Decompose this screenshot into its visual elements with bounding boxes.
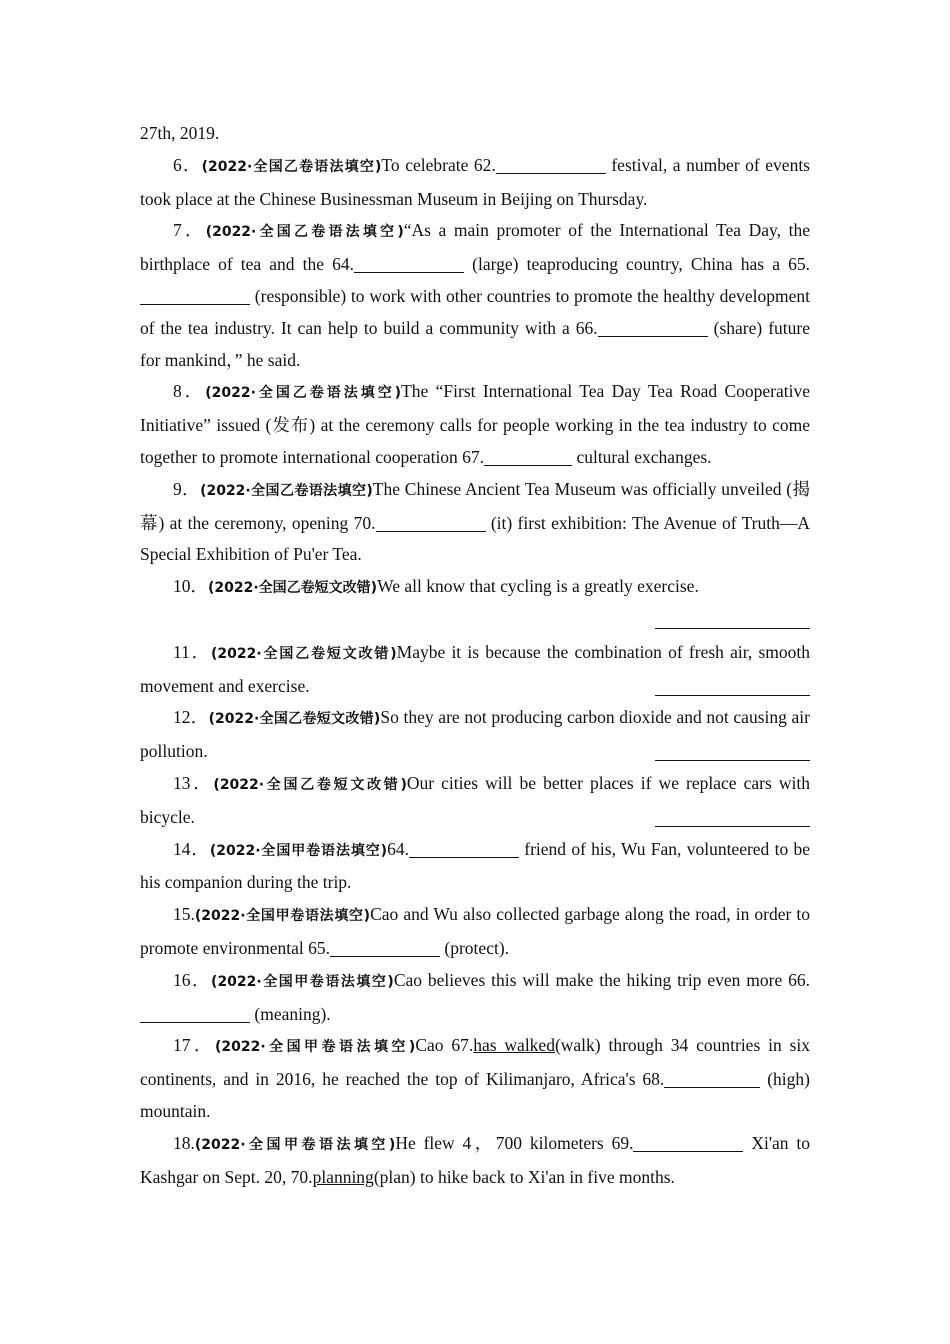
filled-answer: planning	[312, 1166, 374, 1187]
question-source: (2022·全国乙卷短文改错)	[208, 711, 381, 728]
question-source: (2022·全国乙卷短文改错)	[211, 645, 397, 662]
question-6: 6．(2022·全国乙卷语法填空)To celebrate 62. festival, a number of events took place at the Chinese Businessman Museum in Beijing on Thursday.	[140, 154, 810, 209]
answer-blank[interactable]	[496, 155, 606, 174]
question-source: (2022·全国乙卷语法填空)	[200, 482, 373, 499]
question-source: (2022·全国甲卷语法填空)	[211, 973, 394, 990]
question-12: 12．(2022·全国乙卷短文改错)So they are not producing carbon dioxide and not causing air pollution.	[140, 707, 810, 762]
question-source: (2022·全国乙卷语法填空)	[205, 224, 404, 241]
answer-blank[interactable]	[484, 447, 572, 466]
correction-blank[interactable]	[655, 610, 810, 629]
answer-blank[interactable]	[664, 1069, 760, 1088]
correction-blank[interactable]	[655, 802, 810, 827]
question-18: 18.(2022·全国甲卷语法填空)He flew 4，700 kilometers 69. Xi'an to Kashgar on Sept. 20, 70.planning(plan) to hike back to Xi'an in five months.	[140, 1132, 810, 1187]
question-source: (2022·全国甲卷语法填空)	[214, 1039, 416, 1056]
question-source: (2022·全国乙卷语法填空)	[201, 158, 382, 175]
question-source: (2022·全国乙卷短文改错)	[213, 776, 407, 793]
question-7: 7．(2022·全国乙卷语法填空)“As a main promoter of the International Tea Day, the birthplace of tea and the 64. (large) teaproducing country, China has a 65. (responsible) to work with other countries to promote the healthy development of the tea industry. It can help to build a community with a 66. (share) future for mankind，” he said.	[140, 220, 810, 370]
answer-blank[interactable]	[376, 513, 486, 532]
question-source: (2022·全国甲卷语法填空)	[194, 908, 371, 925]
correction-blank[interactable]	[655, 736, 810, 761]
question-13: 13．(2022·全国乙卷短文改错)Our cities will be better places if we replace cars with bicycle.	[140, 772, 811, 827]
document-page	[140, 118, 810, 1193]
answer-blank[interactable]	[140, 286, 250, 305]
question-9: 9．(2022·全国乙卷语法填空)The Chinese Ancient Tea Museum was officially unveiled (揭幕) at the ceremony, opening 70. (it) first exhibition: The Avenue of Truth—A Special Exhibition of Pu'er Tea.	[140, 478, 810, 565]
question-16: 16．(2022·全国甲卷语法填空)Cao believes this will make the hiking trip even more 66. (meaning).	[140, 965, 810, 1031]
question-17: 17．(2022·全国甲卷语法填空)Cao 67.has walked(walk) through 34 countries in six continents, and in 2016, he reached the top of Kilimanjaro, Africa's 68. (high) mountain.	[140, 1035, 810, 1121]
answer-blank[interactable]	[633, 1133, 743, 1152]
question-14: 14．(2022·全国甲卷语法填空)64. friend of his, Wu Fan, volunteered to be his companion during the trip.	[140, 838, 811, 893]
answer-blank[interactable]	[140, 1004, 250, 1023]
answer-blank[interactable]	[330, 938, 440, 957]
question-11: 11．(2022·全国乙卷短文改错)Maybe it is because the combination of fresh air, smooth movement and exercise.	[140, 641, 810, 696]
answer-blank[interactable]	[598, 318, 708, 337]
answer-blank[interactable]	[354, 254, 464, 273]
question-source: (2022·全国乙卷短文改错)	[208, 580, 378, 597]
answer-blank[interactable]	[409, 839, 519, 858]
question-source: (2022·全国甲卷语法填空)	[194, 1136, 396, 1153]
intro-line: 27th, 2019.	[140, 123, 220, 143]
correction-blank[interactable]	[655, 671, 810, 696]
question-8: 8．(2022·全国乙卷语法填空)The “First International Tea Day Tea Road Cooperative Initiative” issued (发布) at the ceremony calls for people working in the tea industry to come together to promote international cooperation 67. cultural exchanges.	[140, 381, 811, 467]
question-10: 10．(2022·全国乙卷短文改错)We all know that cycling is a greatly exercise.	[140, 571, 810, 637]
question-15: 15.(2022·全国甲卷语法填空)Cao and Wu also collected garbage along the road, in order to promote environmental 65. (protect).	[140, 904, 810, 958]
question-source: (2022·全国甲卷语法填空)	[209, 842, 388, 859]
filled-answer: has walked	[473, 1035, 555, 1056]
question-source: (2022·全国乙卷语法填空)	[205, 385, 402, 402]
